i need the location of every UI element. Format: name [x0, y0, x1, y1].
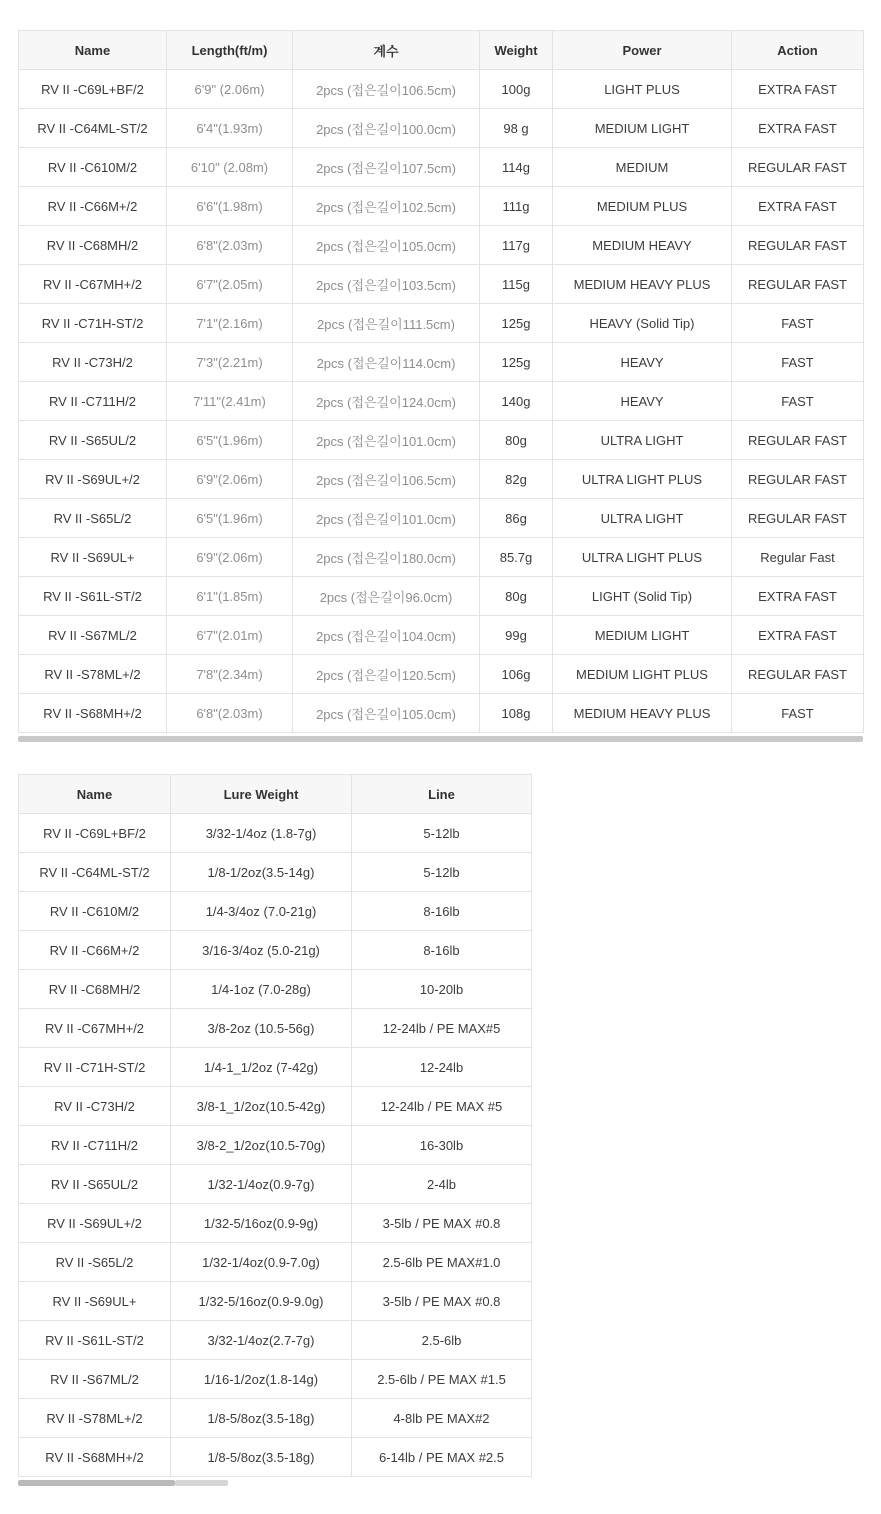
table-cell: 6-14lb / PE MAX #2.5 [352, 1438, 532, 1477]
table-cell: 2pcs (접은길이103.5cm) [293, 265, 480, 304]
table-cell: 7'1"(2.16m) [167, 304, 293, 343]
table-gap [18, 742, 863, 774]
table-row [19, 382, 864, 421]
table-cell: REGULAR FAST [732, 265, 864, 304]
table-cell: LIGHT PLUS [553, 70, 732, 109]
table-cell: RV II -C73H/2 [19, 1087, 171, 1126]
table-cell: MEDIUM HEAVY PLUS [553, 265, 732, 304]
table-cell: 2pcs (접은길이96.0cm) [293, 577, 480, 616]
table-cell: ULTRA LIGHT PLUS [553, 460, 732, 499]
table-cell: MEDIUM PLUS [553, 187, 732, 226]
table-cell: 1/4-3/4oz (7.0-21g) [171, 892, 352, 931]
table-cell: FAST [732, 343, 864, 382]
column-header: Weight [480, 31, 553, 70]
table-cell: 2pcs (접은길이107.5cm) [293, 148, 480, 187]
table-cell: RV II -C69L+BF/2 [19, 814, 171, 853]
table-cell: 5-12lb [352, 814, 532, 853]
table-cell: RV II -S65UL/2 [19, 1165, 171, 1204]
table-cell: 1/8-1/2oz(3.5-14g) [171, 853, 352, 892]
table-cell: RV II -C71H-ST/2 [19, 1048, 171, 1087]
table-cell: RV II -C66M+/2 [19, 931, 171, 970]
table-cell: 2pcs (접은길이124.0cm) [293, 382, 480, 421]
table-cell: 6'9" (2.06m) [167, 70, 293, 109]
table-cell: 7'8"(2.34m) [167, 655, 293, 694]
table-cell: 3/8-1_1/2oz(10.5-42g) [171, 1087, 352, 1126]
column-header: Line [352, 775, 532, 814]
table-row [19, 1282, 532, 1321]
table-row [19, 970, 532, 1009]
table-cell: 85.7g [480, 538, 553, 577]
table-cell: 8-16lb [352, 931, 532, 970]
table-cell: EXTRA FAST [732, 70, 864, 109]
table-cell: 3/32-1/4oz (1.8-7g) [171, 814, 352, 853]
table-cell: MEDIUM LIGHT [553, 109, 732, 148]
table-row [19, 1321, 532, 1360]
table-cell: EXTRA FAST [732, 616, 864, 655]
table-row [19, 109, 864, 148]
scrollbar-track [228, 1480, 531, 1486]
table-row [19, 892, 532, 931]
table-cell: 86g [480, 499, 553, 538]
table-cell: 100g [480, 70, 553, 109]
table-row [19, 1009, 532, 1048]
table-cell: LIGHT (Solid Tip) [553, 577, 732, 616]
table-cell: 2pcs (접은길이106.5cm) [293, 460, 480, 499]
table-cell: 106g [480, 655, 553, 694]
table-cell: 6'10" (2.08m) [167, 148, 293, 187]
table-cell: 3-5lb / PE MAX #0.8 [352, 1204, 532, 1243]
table-cell: 3/8-2oz (10.5-56g) [171, 1009, 352, 1048]
table-cell: RV II -S69UL+/2 [19, 1204, 171, 1243]
table-cell: ULTRA LIGHT PLUS [553, 538, 732, 577]
table-cell: MEDIUM HEAVY [553, 226, 732, 265]
table-cell: 7'3"(2.21m) [167, 343, 293, 382]
table-cell: 1/16-1/2oz(1.8-14g) [171, 1360, 352, 1399]
table-cell: RV II -S78ML+/2 [19, 1399, 171, 1438]
table-cell: 2pcs (접은길이114.0cm) [293, 343, 480, 382]
table-cell: RV II -C711H/2 [19, 382, 167, 421]
table-cell: 98 g [480, 109, 553, 148]
table-cell: 12-24lb [352, 1048, 532, 1087]
table-cell: 6'7"(2.05m) [167, 265, 293, 304]
table-cell: 2pcs (접은길이106.5cm) [293, 70, 480, 109]
table-cell: 1/8-5/8oz(3.5-18g) [171, 1438, 352, 1477]
table-cell: RV II -C68MH/2 [19, 226, 167, 265]
table-cell: 125g [480, 304, 553, 343]
table-cell: HEAVY [553, 343, 732, 382]
table-cell: 80g [480, 421, 553, 460]
table-cell: RV II -S67ML/2 [19, 1360, 171, 1399]
table-cell: 1/32-1/4oz(0.9-7g) [171, 1165, 352, 1204]
table-row [19, 265, 864, 304]
table-row [19, 1126, 532, 1165]
table-cell: 2pcs (접은길이100.0cm) [293, 109, 480, 148]
table-cell: 2.5-6lb [352, 1321, 532, 1360]
table-cell: REGULAR FAST [732, 499, 864, 538]
table-cell: MEDIUM LIGHT [553, 616, 732, 655]
table-row [19, 304, 864, 343]
table-cell: RV II -S61L-ST/2 [19, 577, 167, 616]
table-row [19, 1360, 532, 1399]
table-cell: 2pcs (접은길이102.5cm) [293, 187, 480, 226]
table-row [19, 1165, 532, 1204]
table-cell: 111g [480, 187, 553, 226]
table-cell: 8-16lb [352, 892, 532, 931]
scrollbar-thumb-outer[interactable] [175, 1480, 228, 1486]
column-header: Name [19, 31, 167, 70]
table-cell: 125g [480, 343, 553, 382]
table-cell: RV II -S69UL+/2 [19, 460, 167, 499]
table-cell: RV II -S61L-ST/2 [19, 1321, 171, 1360]
table-row [19, 460, 864, 499]
table-row [19, 694, 864, 733]
table-cell: 6'8"(2.03m) [167, 226, 293, 265]
table-cell: RV II -C68MH/2 [19, 970, 171, 1009]
table-cell: 2pcs (접은길이101.0cm) [293, 421, 480, 460]
table-row [19, 1087, 532, 1126]
table-cell: 99g [480, 616, 553, 655]
table-cell: RV II -S69UL+ [19, 1282, 171, 1321]
table-row [19, 577, 864, 616]
horizontal-scrollbar [18, 736, 863, 742]
table-cell: 12-24lb / PE MAX#5 [352, 1009, 532, 1048]
table-cell: 140g [480, 382, 553, 421]
table-cell: 1/32-5/16oz(0.9-9g) [171, 1204, 352, 1243]
table-row [19, 1399, 532, 1438]
table-cell: REGULAR FAST [732, 148, 864, 187]
table-cell: 12-24lb / PE MAX #5 [352, 1087, 532, 1126]
table-cell: 6'1"(1.85m) [167, 577, 293, 616]
table-cell: 1/8-5/8oz(3.5-18g) [171, 1399, 352, 1438]
table-cell: 2pcs (접은길이111.5cm) [293, 304, 480, 343]
table-cell: 10-20lb [352, 970, 532, 1009]
table-row [19, 1243, 532, 1282]
table-cell: FAST [732, 694, 864, 733]
table-cell: Regular Fast [732, 538, 864, 577]
table-cell: RV II -C67MH+/2 [19, 265, 167, 304]
table-row [19, 1048, 532, 1087]
horizontal-scrollbar [18, 1480, 531, 1486]
scrollbar-thumb[interactable] [18, 736, 863, 742]
table-cell: 6'7"(2.01m) [167, 616, 293, 655]
table-cell: RV II -S68MH+/2 [19, 1438, 171, 1477]
table-cell: EXTRA FAST [732, 577, 864, 616]
table-cell: 1/4-1_1/2oz (7-42g) [171, 1048, 352, 1087]
table-cell: REGULAR FAST [732, 226, 864, 265]
table-row [19, 187, 864, 226]
table-cell: 1/4-1oz (7.0-28g) [171, 970, 352, 1009]
table-cell: 6'9"(2.06m) [167, 538, 293, 577]
table-cell: 82g [480, 460, 553, 499]
column-header: Action [732, 31, 864, 70]
table-cell: RV II -C610M/2 [19, 148, 167, 187]
table-row [19, 70, 864, 109]
table-cell: EXTRA FAST [732, 109, 864, 148]
table-row [19, 1438, 532, 1477]
header-row [19, 31, 864, 70]
table-cell: FAST [732, 304, 864, 343]
table-cell: REGULAR FAST [732, 460, 864, 499]
table-cell: RV II -S65L/2 [19, 499, 167, 538]
table-cell: REGULAR FAST [732, 421, 864, 460]
column-header: Length(ft/m) [167, 31, 293, 70]
table-row [19, 343, 864, 382]
table-row [19, 931, 532, 970]
table-cell: HEAVY [553, 382, 732, 421]
table-cell: RV II -C66M+/2 [19, 187, 167, 226]
table-cell: ULTRA LIGHT [553, 499, 732, 538]
table-cell: 2pcs (접은길이101.0cm) [293, 499, 480, 538]
table-cell: 4-8lb PE MAX#2 [352, 1399, 532, 1438]
table-cell: MEDIUM [553, 148, 732, 187]
table-cell: 117g [480, 226, 553, 265]
table-cell: 2.5-6lb PE MAX#1.0 [352, 1243, 532, 1282]
lure-line-table [18, 774, 532, 1477]
table-cell: 108g [480, 694, 553, 733]
table-cell: 16-30lb [352, 1126, 532, 1165]
table-cell: RV II -C64ML-ST/2 [19, 853, 171, 892]
table-row [19, 148, 864, 187]
table-cell: 80g [480, 577, 553, 616]
table-cell: 6'4"(1.93m) [167, 109, 293, 148]
table-row [19, 1204, 532, 1243]
table-cell: RV II -C64ML-ST/2 [19, 109, 167, 148]
table-cell: 3/32-1/4oz(2.7-7g) [171, 1321, 352, 1360]
table-cell: 6'6"(1.98m) [167, 187, 293, 226]
column-header: Power [553, 31, 732, 70]
table-cell: RV II -C711H/2 [19, 1126, 171, 1165]
table-cell: RV II -S78ML+/2 [19, 655, 167, 694]
table-cell: 114g [480, 148, 553, 187]
table-cell: RV II -C69L+BF/2 [19, 70, 167, 109]
table-cell: 1/32-5/16oz(0.9-9.0g) [171, 1282, 352, 1321]
table-cell: REGULAR FAST [732, 655, 864, 694]
table-cell: 1/32-1/4oz(0.9-7.0g) [171, 1243, 352, 1282]
table-cell: 6'8"(2.03m) [167, 694, 293, 733]
table-cell: 6'9"(2.06m) [167, 460, 293, 499]
table-cell: RV II -C71H-ST/2 [19, 304, 167, 343]
table-cell: 2pcs (접은길이105.0cm) [293, 226, 480, 265]
table-cell: FAST [732, 382, 864, 421]
header-row [19, 775, 532, 814]
table-cell: 6'5"(1.96m) [167, 421, 293, 460]
table-row [19, 421, 864, 460]
table-cell: RV II -S67ML/2 [19, 616, 167, 655]
table-cell: 6'5"(1.96m) [167, 499, 293, 538]
table-cell: 115g [480, 265, 553, 304]
rod-spec-table [18, 30, 864, 733]
table-cell: 2pcs (접은길이180.0cm) [293, 538, 480, 577]
table-cell: RV II -S68MH+/2 [19, 694, 167, 733]
table-cell: RV II -S65L/2 [19, 1243, 171, 1282]
table-cell: 3-5lb / PE MAX #0.8 [352, 1282, 532, 1321]
table-cell: RV II -C610M/2 [19, 892, 171, 931]
table-cell: 2pcs (접은길이104.0cm) [293, 616, 480, 655]
table-row [19, 616, 864, 655]
table-cell: RV II -C73H/2 [19, 343, 167, 382]
table-cell: MEDIUM LIGHT PLUS [553, 655, 732, 694]
column-header: Name [19, 775, 171, 814]
table-row [19, 499, 864, 538]
table-cell: 3/8-2_1/2oz(10.5-70g) [171, 1126, 352, 1165]
table-cell: HEAVY (Solid Tip) [553, 304, 732, 343]
table-cell: 2pcs (접은길이120.5cm) [293, 655, 480, 694]
table-cell: 2pcs (접은길이105.0cm) [293, 694, 480, 733]
table-cell: RV II -C67MH+/2 [19, 1009, 171, 1048]
table-cell: 7'11"(2.41m) [167, 382, 293, 421]
table-row [19, 226, 864, 265]
column-header: Lure Weight [171, 775, 352, 814]
table-cell: 5-12lb [352, 853, 532, 892]
table-cell: RV II -S69UL+ [19, 538, 167, 577]
column-header: 계수 [293, 31, 480, 70]
table-row [19, 814, 532, 853]
table-cell: RV II -S65UL/2 [19, 421, 167, 460]
table-cell: 2.5-6lb / PE MAX #1.5 [352, 1360, 532, 1399]
table-row [19, 655, 864, 694]
table-row [19, 538, 864, 577]
table-cell: ULTRA LIGHT [553, 421, 732, 460]
table-cell: MEDIUM HEAVY PLUS [553, 694, 732, 733]
table-row [19, 853, 532, 892]
table-cell: 2-4lb [352, 1165, 532, 1204]
scrollbar-thumb[interactable] [18, 1480, 175, 1486]
table-cell: EXTRA FAST [732, 187, 864, 226]
table-cell: 3/16-3/4oz (5.0-21g) [171, 931, 352, 970]
